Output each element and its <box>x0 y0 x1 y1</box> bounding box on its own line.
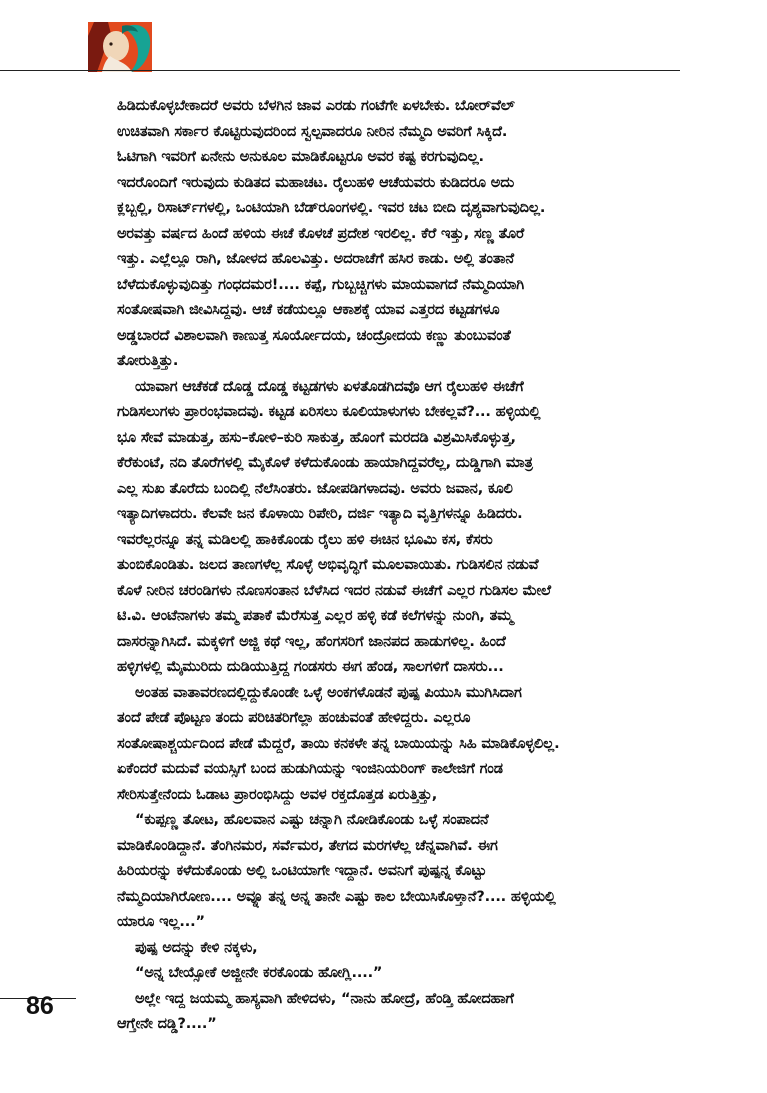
text-line: ಸಂತೋಷಾಶ್ಚರ್ಯದಿಂದ ಪೇಡೆ ಮೆದ್ದರೆ, ತಾಯಿ ಕನಕಳೇ ತನ್ನ ಬಾಯಿಯನ್ನು ಸಿಹಿ ಮಾಡಿಕೊಳ್ಳಲಿಲ್ಲ. <box>117 735 560 752</box>
page-number: 86 <box>26 992 54 1020</box>
text-line: ಕೆರೆಕುಂಟೆ, ನದಿ ತೊರೆಗಳಲ್ಲಿ ಮೈಕೊಳೆ ಕಳೆದುಕೊಂಡು ಹಾಯಾಗಿದ್ದವರೆಲ್ಲ, ದುಡ್ಡಿಗಾಗಿ ಮಾತ್ರ <box>117 455 533 471</box>
text-line: ತುಂಬಿಕೊಂಡಿತು. ಜಲದ ತಾಣಗಳೆಲ್ಲ ಸೊಳ್ಳೆ ಅಭಿವೃದ್ಧಿಗೆ ಮೂಲವಾಯಿತು. ಗುಡಿಸಲಿನ ನಡುವೆ <box>117 557 539 573</box>
text-line: ನೆಮ್ಮದಿಯಾಗಿರೋಣ.... ಅವ್ನೂ ತನ್ನ ಅನ್ನ ತಾನೇ ಎಷ್ಟು ಕಾಲ ಬೇಯಿಸಿಕೊಳ್ತಾನೆ?.... ಹಳ್ಳಿಯಲ್ಲಿ <box>117 888 556 905</box>
text-line: ಪುಷ್ಪ ಅದನ್ನು ಕೇಳಿ ನಕ್ಕಳು, <box>135 939 258 956</box>
header-rule <box>0 70 680 71</box>
text-line: ಹಿರಿಯರನ್ನು ಕಳೆದುಕೊಂಡು ಅಲ್ಲಿ ಒಂಟಿಯಾಗೇ ಇದ್ದಾನೆ. ಅವನಿಗೆ ಪುಷ್ಪನ್ನ ಕೊಟ್ಟು <box>117 863 487 879</box>
text-line: ಗುಡಿಸಲುಗಳು ಪ್ರಾರಂಭವಾದವು. ಕಟ್ಟಡ ಏರಿಸಲು ಕೂಲಿಯಾಳುಗಳು ಬೇಕಲ್ಲವೆ?... ಹಳ್ಳಿಯಲ್ಲಿ <box>117 404 541 420</box>
text-line: ಇದರೊಂದಿಗೆ ಇರುವುದು ಕುಡಿತದ ಮಹಾಚಟ. ರೈಲುಹಳಿ ಆಚೆಯವರು ಕುಡಿದರೂ ಅದು <box>117 174 515 191</box>
text-line: ತಂದೆ ಪೇಡೆ ಪೊಟ್ಟಣ ತಂದು ಪರಿಚಿತರಿಗೆಲ್ಲಾ ಹಂಚುವಂತೆ ಹೇಳಿದ್ದರು. ಎಲ್ಲರೂ <box>117 710 471 726</box>
body-text <box>117 94 662 1038</box>
text-line: ಸಂತೋಷವಾಗಿ ಜೀವಿಸಿದ್ದವು. ಆಚೆ ಕಡೆಯಲ್ಲೂ ಆಕಾಶಕ್ಕೆ ಯಾವ ಎತ್ತರದ ಕಟ್ಟಡಗಳೂ <box>117 302 500 318</box>
text-line: ಕೊಳೆ ನೀರಿನ ಚರಂಡಿಗಳು ನೊಣಸಂತಾನ ಬೆಳೆಸಿದ ಇದರ ನಡುವೆ ಈಚೆಗೆ ಎಲ್ಲರ ಗುಡಿಸಲ ಮೇಲೆ <box>117 582 551 599</box>
text-line: ಎಲ್ಲ ಸುಖ ತೊರೆದು ಬಂದಿಲ್ಲಿ ನೆಲೆಸಿಂತರು. ಜೋಪಡಿಗಳಾದವು. ಅವರು ಜವಾನ, ಕೂಲಿ <box>117 480 513 497</box>
text-line: ಆಗ್ತೇನೇ ದಡ್ಡಿ?....” <box>117 1016 217 1032</box>
text-line: ತೋರುತ್ತಿತ್ತು. <box>117 353 179 369</box>
text-line: ಇವರೆಲ್ಲರನ್ನೂ ತನ್ನ ಮಡಿಲಲ್ಲಿ ಹಾಕಿಕೊಂಡು ರೈಲು ಹಳಿ ಈಚಿನ ಭೂಮಿ ಕಸ, ಕೆಸರು <box>117 531 493 548</box>
text-line: “ಕುಪ್ಪಣ್ಣ ತೋಟ, ಹೊಲವಾನ ಎಷ್ಟು ಚನ್ನಾಗಿ ನೋಡಿಕೊಂಡು ಒಳ್ಳೆ ಸಂಪಾದನೆ <box>135 812 489 828</box>
text-line: ದಾಸರನ್ನಾಗಿಸಿದೆ. ಮಕ್ಕಳಿಗೆ ಅಜ್ಜಿ ಕಥೆ ಇಲ್ಲ, ಹೆಂಗಸರಿಗೆ ಜಾನಪದ ಹಾಡುಗಳಿಲ್ಲ. ಹಿಂದೆ <box>117 633 506 650</box>
text-line: ಓಟಿಗಾಗಿ ಇವರಿಗೆ ಏನೇನು ಅನುಕೂಲ ಮಾಡಿಕೊಟ್ಟರೂ ಅವರ ಕಷ್ಟ ಕರಗುವುದಿಲ್ಲ. <box>117 149 484 165</box>
text-line: ಸೇರಿಸುತ್ತೇನೆಂದು ಓಡಾಟ ಪ್ರಾರಂಭಿಸಿದ್ದು ಅವಳ ರಕ್ತದೊತ್ತಡ ಏರುತ್ತಿತ್ತು, <box>117 786 438 803</box>
text-line: ಬೆಳೆದುಕೊಳ್ಳುವುದಿತ್ತು ಗಂಧದಮರ!.... ಕಪ್ಪೆ, ಗುಬ್ಬಚ್ಚಿಗಳು ಮಾಯವಾಗದೆ ನೆಮ್ಮದಿಯಾಗಿ <box>117 276 525 293</box>
text-line: ಮಾಡಿಕೊಂಡಿದ್ದಾನೆ. ತೆಂಗಿನಮರ, ಸರ್ವೆಮರ, ತೇಗದ ಮರಗಳೆಲ್ಲ ಚೆನ್ನವಾಗಿವೆ. ಈಗ <box>117 837 498 854</box>
text-line: ಇತ್ಯಾದಿಗಳಾದರು. ಕೆಲವೇ ಜನ ಕೊಳಾಯಿ ರಿಪೇರಿ, ದರ್ಜಿ ಇತ್ಯಾದಿ ವೃತ್ತಿಗಳನ್ನೂ ಹಿಡಿದರು. <box>117 506 523 522</box>
woman-portrait-icon <box>88 22 152 72</box>
text-line: “ಅನ್ನ ಬೇಯ್ಸೋಕೆ ಅಜ್ಜೀನೇ ಕರಕೊಂಡು ಹೋಗ್ಲಿ....” <box>135 965 383 981</box>
text-line: ಅರವತ್ತು ವರ್ಷದ ಹಿಂದೆ ಹಳಿಯ ಈಚೆ ಕೊಳಚೆ ಪ್ರದೇಶ ಇರಲಿಲ್ಲ. ಕೆರೆ ಇತ್ತು, ಸಣ್ಣ ತೊರೆ <box>117 225 525 242</box>
text-line: ಅಂತಹ ವಾತಾವರಣದಲ್ಲಿದ್ದುಕೊಂಡೇ ಒಳ್ಳೆ ಅಂಕಗಳೊಡನೆ ಪುಷ್ಪ ಪಿಯುಸಿ ಮುಗಿಸಿದಾಗ <box>135 684 522 701</box>
text-line: ಹಿಡಿದುಕೊಳ್ಳಬೇಕಾದರೆ ಅವರು ಬೆಳಗಿನ ಜಾವ ಎರಡು ಗಂಟೆಗೇ ಏಳಬೇಕು. ಬೋರ್‌ವೆಲ್ <box>117 98 515 114</box>
text-line: ಏಕೆಂದರೆ ಮದುವೆ ವಯಸ್ಸಿಗೆ ಬಂದ ಹುಡುಗಿಯನ್ನು ಇಂಜಿನಿಯರಿಂಗ್ ಕಾಲೇಜಿಗೆ ಗಂಡ <box>117 761 503 777</box>
text-line: ಅಡ್ಡಬಾರದೆ ವಿಶಾಲವಾಗಿ ಕಾಣುತ್ತ ಸೂರ್ಯೋದಯ, ಚಂದ್ರೋದಯ ಕಣ್ಣು ತುಂಬುವಂತೆ <box>117 327 511 344</box>
text-line: ಇತ್ತು. ಎಲ್ಲೆಲ್ಲೂ ರಾಗಿ, ಜೋಳದ ಹೊಲವಿತ್ತು. ಅದರಾಚೆಗೆ ಹಸಿರ ಕಾಡು. ಅಲ್ಲಿ ತಂತಾನೆ <box>117 251 514 267</box>
text-line: ಯಾರೂ ಇಲ್ಲ...” <box>117 914 205 930</box>
text-line: ಹಳ್ಳಿಗಳಲ್ಲಿ ಮೈಮುರಿದು ದುಡಿಯುತ್ತಿದ್ದ ಗಂಡಸರು ಈಗ ಹೆಂಡ, ಸಾಲಗಳಿಗೆ ದಾಸರು... <box>117 659 504 675</box>
text-line: ಟಿ.ವಿ. ಆಂಟೆನಾಗಳು ತಮ್ಮ ಪತಾಕೆ ಮೆರೆಸುತ್ತ ಎಲ್ಲರ ಹಳ್ಳಿ ಕಡೆ ಕಲೆಗಳನ್ನು ನುಂಗಿ, ತಮ್ಮ <box>117 608 513 624</box>
text-line: ಭೂ ಸೇವೆ ಮಾಡುತ್ತ, ಹಸು–ಕೋಳಿ–ಕುರಿ ಸಾಕುತ್ತ, ಹೊಂಗೆ ಮರದಡಿ ವಿಶ್ರಮಿಸಿಕೊಳ್ಳುತ್ತ, <box>117 429 516 446</box>
text-line: ಅಲ್ಲೇ ಇದ್ದ ಜಯಮ್ಮ ಹಾಸ್ಯವಾಗಿ ಹೇಳಿದಳು, “ನಾನು ಹೋದ್ರೆ, ಹೆಂಡ್ತಿ ಹೋದಹಾಗೆ <box>135 990 514 1007</box>
text-line: ಕ್ಲಬ್ಬಲ್ಲಿ, ರಿಸಾರ್ಟ್‌ಗಳಲ್ಲಿ, ಒಂಟಿಯಾಗಿ ಬೆಡ್‌ರೂಂಗಳಲ್ಲಿ. ಇವರ ಚಟ ಬೀದಿ ದೃಶ್ಯವಾಗುವುದಿಲ್ಲ. <box>117 200 546 216</box>
text-line: ಉಚಿತವಾಗಿ ಸರ್ಕಾರ ಕೊಟ್ಟಿರುವುದರಿಂದ ಸ್ವಲ್ಪವಾದರೂ ನೀರಿನ ನೆಮ್ಮದಿ ಅವರಿಗೆ ಸಿಕ್ಕಿದೆ. <box>117 123 508 140</box>
text-line: ಯಾವಾಗ ಆಚೆಕಡೆ ದೊಡ್ಡ ದೊಡ್ಡ ಕಟ್ಟಡಗಳು ಏಳತೊಡಗಿದವೊ ಆಗ ರೈಲುಹಳಿ ಈಚೆಗೆ <box>135 378 524 395</box>
